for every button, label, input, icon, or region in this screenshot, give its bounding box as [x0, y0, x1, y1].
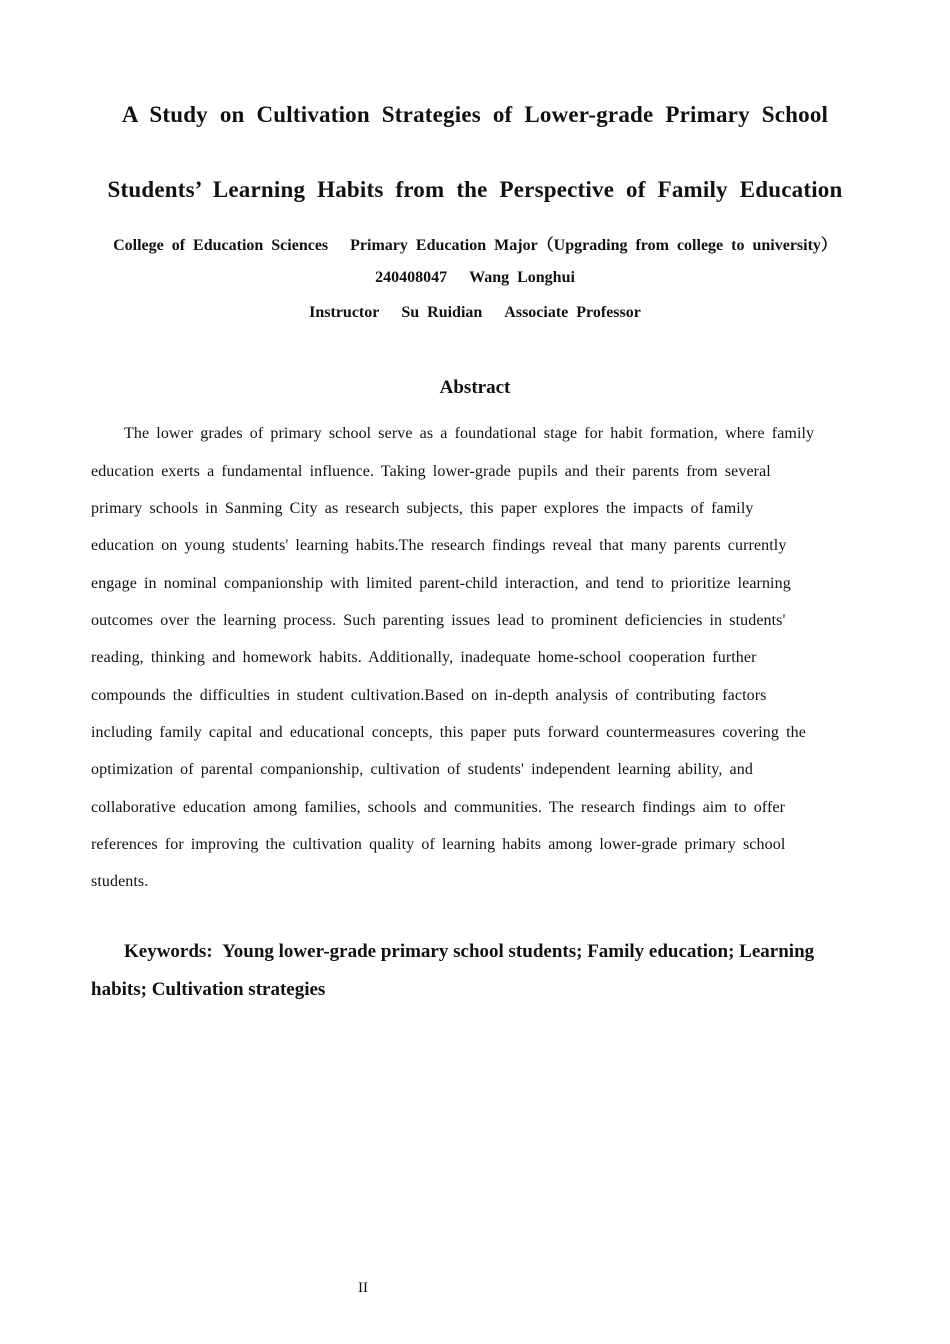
abstract-line: reading, thinking and homework habits. Additionally, inadequate home-school cooperation further [91, 649, 757, 666]
abstract-line: primary schools in Sanming City as research subjects, this paper explores the impacts of family [91, 500, 754, 517]
student-id: 240408047 [375, 269, 448, 286]
abstract-line: collaborative education among families, schools and communities. The research findings aim to offer [91, 799, 786, 816]
instructor-name: Su Ruidian [401, 304, 483, 321]
abstract-line: education on young students' learning habits.The research findings reveal that many parents currently [91, 537, 787, 554]
college-name: College of Education Sciences [113, 237, 329, 254]
keywords-line-2: habits; Cultivation strategies [91, 979, 326, 1000]
title-line-1: A Study on Cultivation Strategies of Lower-grade Primary School [121, 102, 829, 127]
keywords-line-1 [124, 941, 814, 963]
instructor-title: Associate Professor [504, 304, 641, 321]
abstract-line: outcomes over the learning process. Such parenting issues lead to prominent deficiencies in students' [91, 612, 786, 629]
page-number: II [358, 1280, 368, 1296]
abstract-line: students. [91, 873, 149, 890]
student-line [40, 269, 910, 287]
instructor-label: Instructor [309, 304, 380, 321]
abstract-line: references for improving the cultivation quality of learning habits among lower-grade primary school [91, 836, 786, 853]
keywords-label: Keywords: [124, 941, 213, 962]
keywords-text: Young lower-grade primary school students; Family education; Learning [222, 941, 815, 962]
instructor-line [40, 304, 910, 322]
abstract-line: optimization of parental companionship, cultivation of students' independent learning ability, and [91, 761, 753, 778]
abstract-line: engage in nominal companionship with limited parent-child interaction, and tend to prioritize learning [91, 575, 791, 592]
title-line-2: Students’ Learning Habits from the Perspective of Family Education [107, 177, 843, 202]
abstract-line: education exerts a fundamental influence. Taking lower-grade pupils and their parents from several [91, 463, 771, 480]
abstract-line: The lower grades of primary school serve as a foundational stage for habit formation, where family [124, 425, 815, 442]
abstract-heading: Abstract [439, 377, 511, 398]
abstract-line: compounds the difficulties in student cultivation.Based on in-depth analysis of contributing factors [91, 687, 767, 704]
major-name: Primary Education Major（Upgrading from college to university） [350, 237, 837, 254]
college-major-line [40, 232, 910, 255]
student-name: Wang Longhui [469, 269, 575, 286]
abstract-line: including family capital and educational concepts, this paper puts forward countermeasures covering the [91, 724, 806, 741]
